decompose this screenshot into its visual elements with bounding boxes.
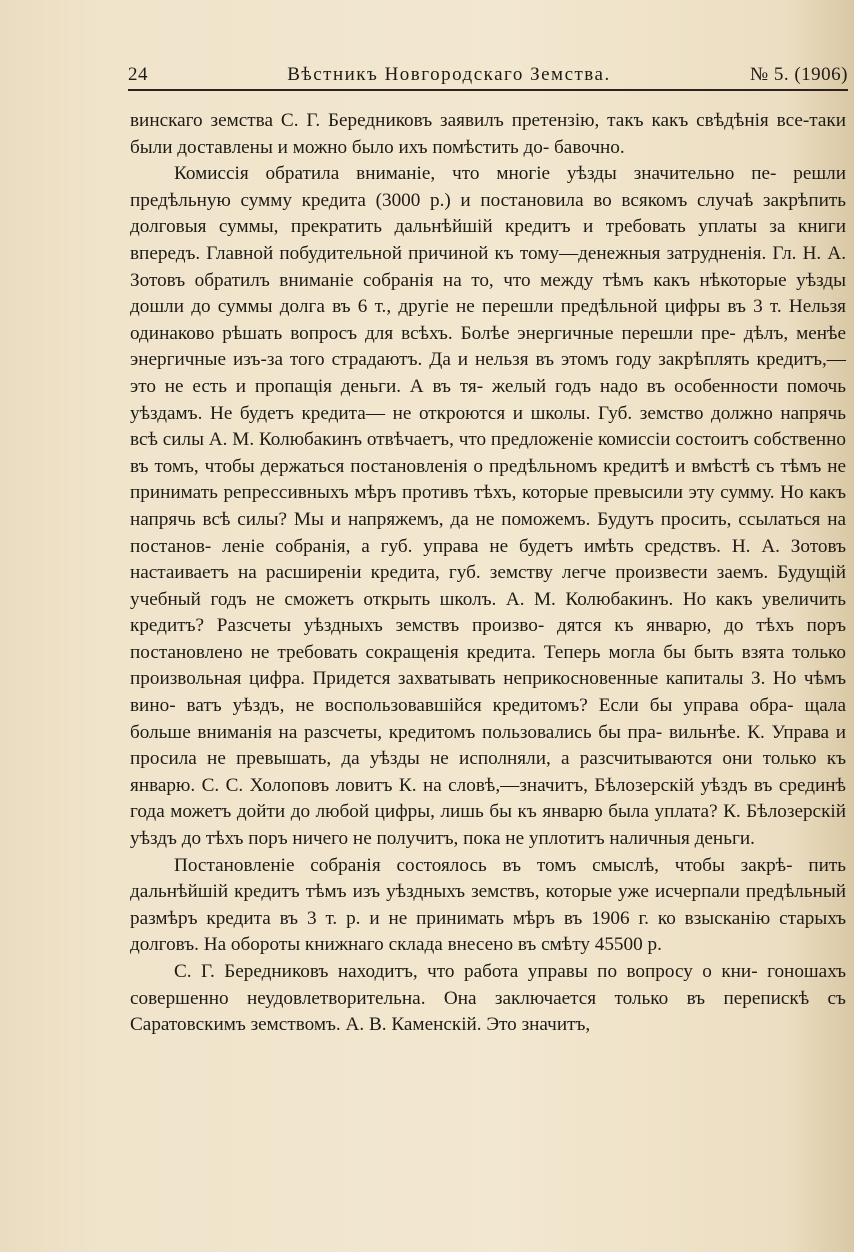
text-line: не откроются и школы. Губ. земство должно напрячь всѣ силы А. М.: [130, 402, 846, 451]
text-line: и требовать уплаты за книги впередъ. Главной побудительной причиной: [130, 216, 846, 264]
text-line: на словѣ,—значитъ, Бѣлозерскій уѣздъ въ срединѣ года можетъ дойти: [130, 774, 846, 823]
text-line: бавочно.: [554, 136, 625, 158]
header-rule: [128, 89, 848, 91]
text-line: Но какъ увеличить кредитъ? Разсчеты уѣздныхъ земствъ произво-: [130, 588, 847, 637]
text-line: С. Г. Бередниковъ находитъ, что работа управы по вопросу о кни-: [174, 961, 768, 982]
paragraph: [130, 853, 846, 959]
text-line: перепискѣ съ Саратовскимъ земствомъ. А. В. Каменскій. Это значитъ,: [130, 987, 846, 1036]
issue-number: № 5. (1906): [749, 64, 848, 85]
journal-title: Вѣстникъ Новгородскаго Земства.: [287, 64, 611, 85]
text-line: напряжемъ, да не поможемъ. Будутъ просить, ссылаться на постанов-: [130, 508, 846, 557]
text-line: щала больше вниманія на разсчеты, кредитомъ пользовались бы пра-: [130, 695, 846, 743]
text-line: собранія на то, что между тѣмъ какъ нѣкоторые уѣзды дошли до суммы: [130, 269, 846, 318]
text-line: году закрѣплять кредитъ,—это не есть и пропащія деньги. А въ тя-: [130, 349, 846, 397]
text-line: решли предѣльную сумму кредита (3000 р.) и постановила во всякомъ: [130, 163, 846, 211]
text-line: вмѣстѣ съ тѣмъ не принимать репрессивныхъ мѣръ противъ тѣхъ,: [130, 455, 847, 504]
text-line: Придется захватывать неприкосновенные капиталы З. Но чѣмъ вино-: [130, 668, 846, 717]
text-line: дятся къ январю, до тѣхъ поръ постановлено не требовать сокращенія: [130, 615, 846, 663]
body-text: [130, 108, 846, 1039]
text-line: одинаково рѣшать вопросъ для всѣхъ. Болѣе энергичные перешли пре-: [130, 322, 744, 344]
text-line: долга въ 6 т., другіе не перешли предѣльной цифры въ 3 т. Нельзя: [279, 296, 846, 318]
text-line: мѣръ въ 1906 г. ко взысканію старыхъ долговъ. На обороты книжнаго: [130, 907, 846, 956]
text-line: къ тому—денежныя затрудненія. Гл. Н. А. Зотовъ обратилъ вниманіе: [130, 242, 846, 291]
text-line: исчерпали предѣльный размѣръ кредита въ 3 т. р. и не принимать: [130, 881, 846, 929]
text-line: леніе собранія, а губ. управа не будетъ имѣть средствъ. Н. А. Зотовъ: [222, 535, 846, 557]
text-line: Будущій учебный годъ не сможетъ открыть школъ. А. М. Колюбакинъ.: [130, 562, 846, 610]
text-line: пить дальнѣйшій кредитъ тѣмъ изъ уѣздныхъ земствъ, которые уже: [130, 854, 846, 903]
text-line: ватъ уѣздъ, не воспользовавшійся кредитомъ? Если бы управа обра-: [186, 695, 805, 717]
paragraph: [130, 108, 846, 161]
text-line: Комиссія обратила вниманіе, что многіе уѣзды значительно пе-: [174, 163, 794, 185]
paragraph: [130, 161, 846, 852]
text-line: кредита. Теперь могла бы быть взята только произвольная цифра.: [130, 641, 846, 690]
text-line: деньги.: [694, 828, 755, 850]
text-line: желый годъ надо въ особенности помочь уѣздамъ. Не будетъ кредита—: [130, 375, 847, 424]
text-line: склада внесено въ смѣту 45500 р.: [388, 934, 662, 956]
text-line: свѣдѣнія все-таки были доставлены и можно было ихъ помѣстить до-: [130, 110, 846, 158]
text-line: въ томъ, чтобы держаться постановленія о предѣльномъ кредитѣ и: [130, 455, 692, 477]
page-number: 24: [128, 64, 148, 85]
text-line: вильнѣе. К. Управа и просила не превышать, да уѣзды не исполняли,: [130, 721, 846, 770]
paragraph: [130, 959, 846, 1039]
text-line: гоношахъ совершенно неудовлетворительна. Она заключается только въ: [130, 961, 846, 1009]
text-line: до любой цифры, лишь бы къ январю была уплата? К. Бѣлозерскій: [290, 801, 846, 823]
page-header: [128, 54, 848, 86]
text-line: случаѣ закрѣпить долговыя суммы, прекратить дальнѣйшій кредитъ: [130, 189, 846, 238]
text-line: дѣлъ, менѣе энергичные изъ-за того страдаютъ. Да и нельзя въ этомъ: [130, 322, 846, 371]
text-line: Постановленіе собранія состоялось въ томъ смыслѣ, чтобы закрѣ-: [174, 854, 809, 876]
text-line: Колюбакинъ отвѣчаетъ, что предложеніе комиссіи состоитъ собственно: [258, 429, 846, 451]
text-line: которые превысили эту сумму. Но какъ напрячь всѣ силы? Мы и: [130, 482, 846, 530]
text-line: настаиваетъ на расширеніи кредита, губ. земству легче произвести заемъ.: [130, 562, 778, 584]
text-line: винскаго земства С. Г. Бередниковъ заявилъ претензію, такъ какъ: [130, 110, 697, 131]
text-line: а разсчитываются они только къ январю. С. С. Холоповъ ловитъ К.: [130, 748, 846, 796]
text-line: уѣздъ до тѣхъ поръ ничего не получитъ, пока не уплотитъ наличныя: [130, 828, 695, 850]
